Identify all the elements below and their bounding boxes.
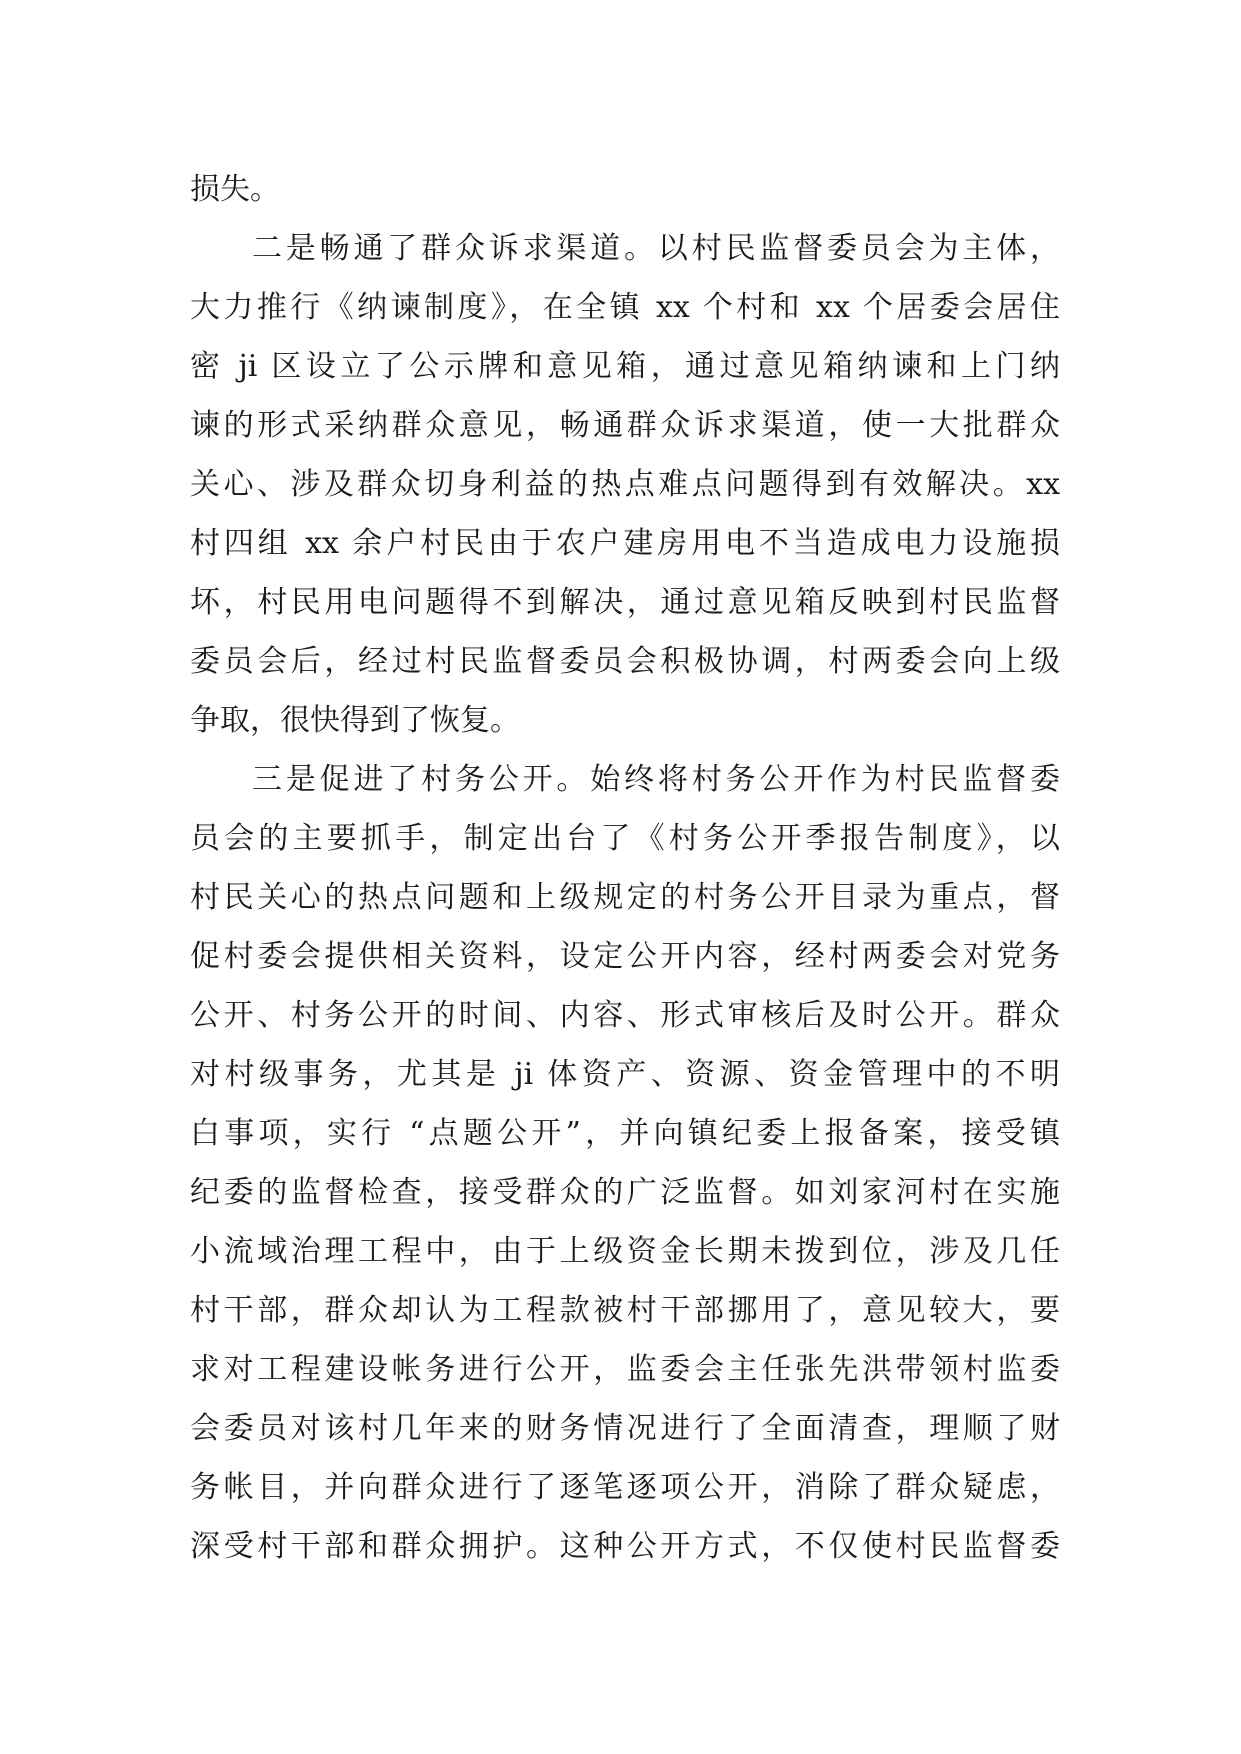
paragraph [190, 219, 1060, 750]
text-line: 关心、涉及群众切身利益的热点难点问题得到有效解决。xx [190, 467, 1060, 502]
text-line: 二是畅通了群众诉求渠道。以村民监督委员会为主体， [252, 231, 1060, 266]
document-body [190, 160, 1060, 1576]
text-line: 村四组 xx 余户村民由于农户建房用电不当造成电力设施损 [190, 526, 1060, 561]
text-line: 会委员对该村几年来的财务情况进行了全面清查，理顺了财 [190, 1411, 1060, 1446]
text-line: 员会的主要抓手，制定出台了《村务公开季报告制度》，以 [190, 821, 1060, 856]
paragraph [190, 750, 1060, 1576]
text-line: 村干部，群众却认为工程款被村干部挪用了，意见较大，要 [190, 1293, 1060, 1328]
text-line: 三是促进了村务公开。始终将村务公开作为村民监督委 [252, 762, 1060, 797]
text-line: 促村委会提供相关资料，设定公开内容，经村两委会对党务 [190, 939, 1060, 974]
text-line: 务帐目，并向群众进行了逐笔逐项公开，消除了群众疑虑， [190, 1470, 1060, 1505]
text-line: 坏，村民用电问题得不到解决，通过意见箱反映到村民监督 [190, 585, 1060, 620]
paragraph [190, 160, 1060, 219]
text-line: 密 ji 区设立了公示牌和意见箱，通过意见箱纳谏和上门纳 [190, 349, 1060, 384]
text-line: 小流域治理工程中，由于上级资金长期未拨到位，涉及几任 [190, 1234, 1060, 1269]
text-line: 白事项，实行 “点题公开”，并向镇纪委上报备案，接受镇 [190, 1116, 1060, 1151]
text-line: 谏的形式采纳群众意见，畅通群众诉求渠道，使一大批群众 [190, 408, 1060, 443]
text-line: 村民关心的热点问题和上级规定的村务公开目录为重点，督 [190, 880, 1060, 915]
text-line: 深受村干部和群众拥护。这种公开方式，不仅使村民监督委 [190, 1529, 1060, 1564]
text-line: 公开、村务公开的时间、内容、形式审核后及时公开。群众 [190, 998, 1060, 1033]
text-line: 纪委的监督检查，接受群众的广泛监督。如刘家河村在实施 [190, 1175, 1060, 1210]
text-line: 求对工程建设帐务进行公开，监委会主任张先洪带领村监委 [190, 1352, 1060, 1387]
text-line: 争取，很快得到了恢复。 [190, 703, 520, 738]
text-line: 大力推行《纳谏制度》，在全镇 xx 个村和 xx 个居委会居住 [190, 290, 1060, 325]
text-line: 委员会后，经过村民监督委员会积极协调，村两委会向上级 [190, 644, 1060, 679]
text-line: 损失。 [190, 172, 280, 207]
text-line: 对村级事务，尤其是 ji 体资产、资源、资金管理中的不明 [190, 1057, 1060, 1092]
